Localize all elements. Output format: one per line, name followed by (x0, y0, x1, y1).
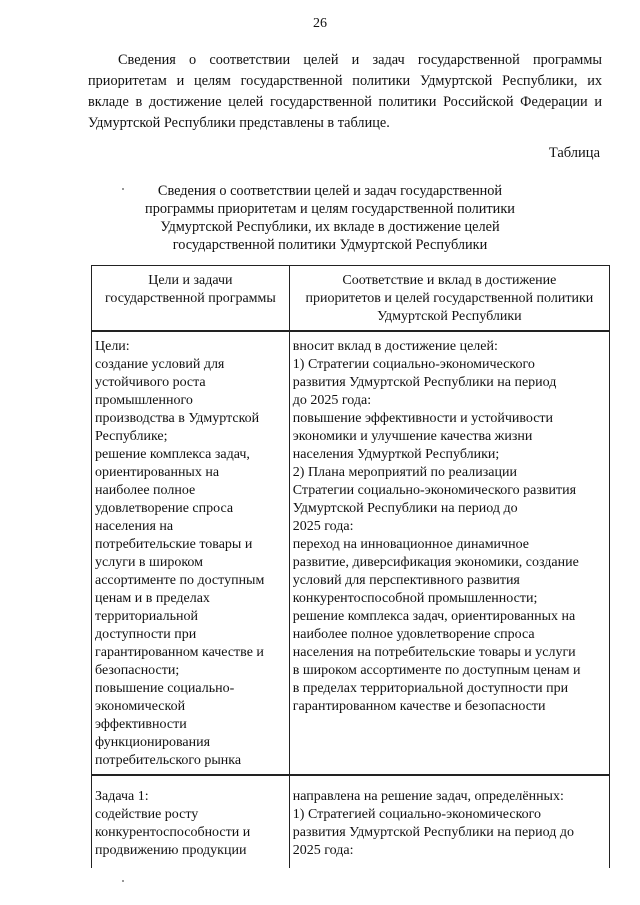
cell-line: территориальной (95, 609, 198, 624)
cell-line: гарантированном качестве и безопасности (292, 699, 546, 714)
table-title-line: программы приоритетам и целям государственной политики (145, 201, 515, 217)
cell-line: Задача 1: (95, 789, 149, 804)
cell-line: гарантированном качестве и (95, 645, 264, 660)
cell-line: потребительского рынка (95, 753, 242, 768)
cell-line: конкурентоспособности и (95, 825, 251, 840)
cell-line: услуги в широком (95, 555, 204, 570)
cell-line: развития Удмуртской Республики на период до (292, 825, 574, 840)
scan-artifact (122, 880, 124, 882)
cell-line: условий для перспективного развития (292, 573, 520, 588)
cell-line: вносит вклад в достижение целей: (292, 339, 498, 354)
cell-line: в широком ассортименте по доступным ценам и (292, 663, 581, 678)
cell-line: Цели: (95, 339, 130, 354)
cell-line: эффективности (95, 717, 187, 732)
task-1-cell (92, 775, 290, 868)
cell-line: решение комплекса задач, ориентированных на (292, 609, 576, 624)
task-1-contribution-cell (289, 775, 609, 868)
cell-line: 1) Стратегией социально-экономического (292, 807, 542, 822)
header-line: приоритетов и целей государственной политики (305, 291, 594, 306)
table-row-goals (92, 331, 610, 775)
cell-line: ценам и в пределах (95, 591, 210, 606)
cell-line: Республике; (95, 429, 168, 444)
goals-cell (92, 331, 290, 775)
cell-line: Стратегии социально-экономического развития (292, 483, 577, 498)
intro-paragraph: Сведения о соответствии целей и задач государственной программы приоритетам и целям государственной политики Удмуртской Республики, их вкладе в достижение целей государственной политики Российской Федерации и Удмуртской Республики представлены в таблице. (88, 52, 602, 131)
cell-line: 2025 года: (292, 843, 354, 858)
cell-line: ассортименте по доступным (95, 573, 265, 588)
header-correspondence (289, 266, 609, 332)
cell-line: продвижению продукции (95, 843, 247, 858)
cell-line: решение комплекса задач, (95, 447, 250, 462)
table-title-line: Удмуртской Республики, их вкладе в достижение целей (160, 219, 500, 235)
cell-line: потребительские товары и (95, 537, 253, 552)
cell-line: безопасности; (95, 663, 180, 678)
table-header-row (92, 266, 610, 332)
cell-line: ориентированных на (95, 465, 220, 480)
cell-line: промышленного (95, 393, 193, 408)
cell-line: наиболее полное удовлетворение спроса (292, 627, 535, 642)
cell-line: содействие росту (95, 807, 199, 822)
cell-line: наиболее полное (95, 483, 196, 498)
table-row-task-1 (92, 775, 610, 868)
table-title-line: Сведения о соответствии целей и задач государственной (157, 183, 503, 199)
cell-line: экономической (95, 699, 186, 714)
cell-line: экономики и улучшение качества жизни (292, 429, 533, 444)
cell-line: Удмуртской Республики на период до (292, 501, 518, 516)
header-line: Соответствие и вклад в достижение (342, 273, 557, 288)
cell-line: удовлетворение спроса (95, 501, 234, 516)
cell-line: населения на (95, 519, 174, 534)
cell-line: в пределах территориальной доступности при (292, 681, 569, 696)
header-line: Удмуртской Республики (377, 309, 522, 324)
cell-line: функционирования (95, 735, 211, 750)
table-caption: Таблица (548, 145, 600, 161)
cell-line: переход на инновационное динамичное (292, 537, 529, 552)
page-number: 26 (313, 16, 327, 31)
scan-artifact (122, 188, 124, 190)
cell-line: 1) Стратегии социально-экономического (292, 357, 535, 372)
cell-line: до 2025 года: (292, 393, 372, 408)
table-title-line: государственной политики Удмуртской Республики (172, 237, 488, 253)
header-goals-tasks (92, 266, 290, 332)
header-line: Цели и задачи (148, 273, 233, 288)
cell-line: 2) Плана мероприятий по реализации (292, 465, 517, 480)
cell-line: устойчивого роста (95, 375, 206, 390)
cell-line: доступности при (95, 627, 197, 642)
cell-line: 2025 года: (292, 519, 354, 534)
cell-line: населения на потребительские товары и услуги (292, 645, 576, 660)
cell-line: создание условий для (95, 357, 225, 372)
cell-line: повышение эффективности и устойчивости (292, 411, 554, 426)
table-title (140, 182, 520, 254)
cell-line: производства в Удмуртской (95, 411, 260, 426)
cell-line: повышение социально- (95, 681, 235, 696)
goals-correspondence-table (91, 265, 610, 868)
header-line: государственной программы (104, 291, 276, 306)
cell-line: направлена на решение задач, определённых: (292, 789, 564, 804)
cell-line: развития Удмуртской Республики на период (292, 375, 557, 390)
goals-contribution-cell (289, 331, 609, 775)
cell-line: развитие, диверсификация экономики, создание (292, 555, 579, 570)
cell-line: населения Удмурткой Республики; (292, 447, 500, 462)
cell-line: конкурентоспособной промышленности; (292, 591, 538, 606)
